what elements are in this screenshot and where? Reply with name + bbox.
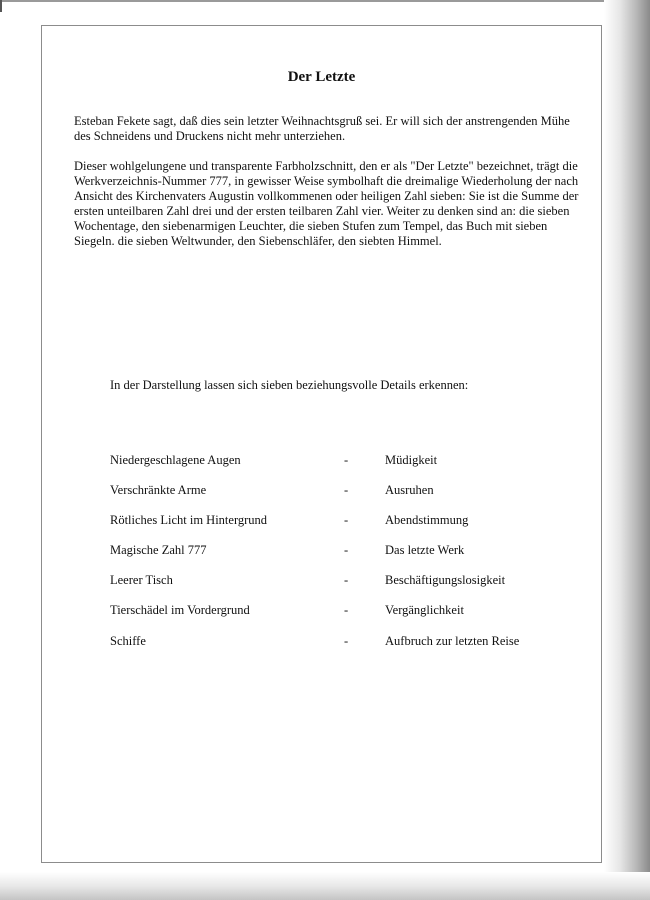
list-item (110, 634, 570, 664)
separator-dash: - (344, 513, 349, 527)
details-intro: In der Darstellung lassen sich sieben beziehungsvolle Details erkennen: (110, 378, 469, 392)
detail-meaning: Müdigkeit (385, 453, 438, 467)
list-item (110, 543, 570, 573)
detail-meaning: Das letzte Werk (385, 543, 465, 557)
detail-meaning: Vergänglichkeit (385, 603, 464, 617)
separator-dash: - (344, 634, 349, 648)
detail-meaning: Aufbruch zur letzten Reise (385, 634, 520, 648)
detail-meaning: Beschäftigungslosigkeit (385, 573, 506, 587)
page-curl-shadow-right (604, 0, 650, 900)
separator-dash: - (344, 543, 349, 557)
list-item (110, 573, 570, 603)
details-list (110, 453, 570, 663)
detail-label: Leerer Tisch (110, 573, 173, 587)
separator-dash: - (344, 603, 349, 617)
paragraph-description: Dieser wohlgelungene und transparente Farbholzschnitt, den er als "Der Letzte" bezeichnet, trägt die Werkverzeichnis-Nummer 777, in gewisser Weise symbolhaft die dreimalige Wiederholung der nach Ansicht des Kirchenvaters Augustin vollkommenen oder heiligen Zahl sieben: Sie ist die Summe der ersten unteilbaren Zahl drei und der ersten teilbaren Zahl vier. Weiter zu denken sind an: die sieben Wochentage, den siebenarmigen Leuchter, die sieben Stufen zum Tempel, das Buch mit sieben Siegeln. die sieben Weltwunder, den Siebenschläfer, den siebten Himmel. (74, 159, 579, 248)
page-title: Der Letzte (287, 69, 356, 85)
detail-label: Tierschädel im Vordergrund (110, 603, 250, 617)
document-page (41, 25, 602, 863)
detail-label: Rötliches Licht im Hintergrund (110, 513, 268, 527)
page-top-edge (0, 0, 626, 2)
separator-dash: - (344, 483, 349, 497)
paragraph-intro: Esteban Fekete sagt, daß dies sein letzter Weihnachtsgruß sei. Er will sich der anstrengenden Mühe des Schneidens und Druckens nicht mehr unterziehen. (74, 114, 570, 143)
list-item (110, 513, 570, 543)
list-item (110, 603, 570, 633)
page-curl-shadow-bottom (0, 872, 650, 900)
separator-dash: - (344, 453, 349, 467)
detail-label: Magische Zahl 777 (110, 543, 207, 557)
list-item (110, 453, 570, 483)
detail-label: Niedergeschlagene Augen (110, 453, 241, 467)
detail-label: Verschränkte Arme (110, 483, 207, 497)
detail-meaning: Abendstimmung (385, 513, 469, 527)
detail-meaning: Ausruhen (385, 483, 434, 497)
separator-dash: - (344, 573, 349, 587)
detail-label: Schiffe (110, 634, 146, 648)
list-item (110, 483, 570, 513)
page-left-edge (0, 0, 2, 12)
